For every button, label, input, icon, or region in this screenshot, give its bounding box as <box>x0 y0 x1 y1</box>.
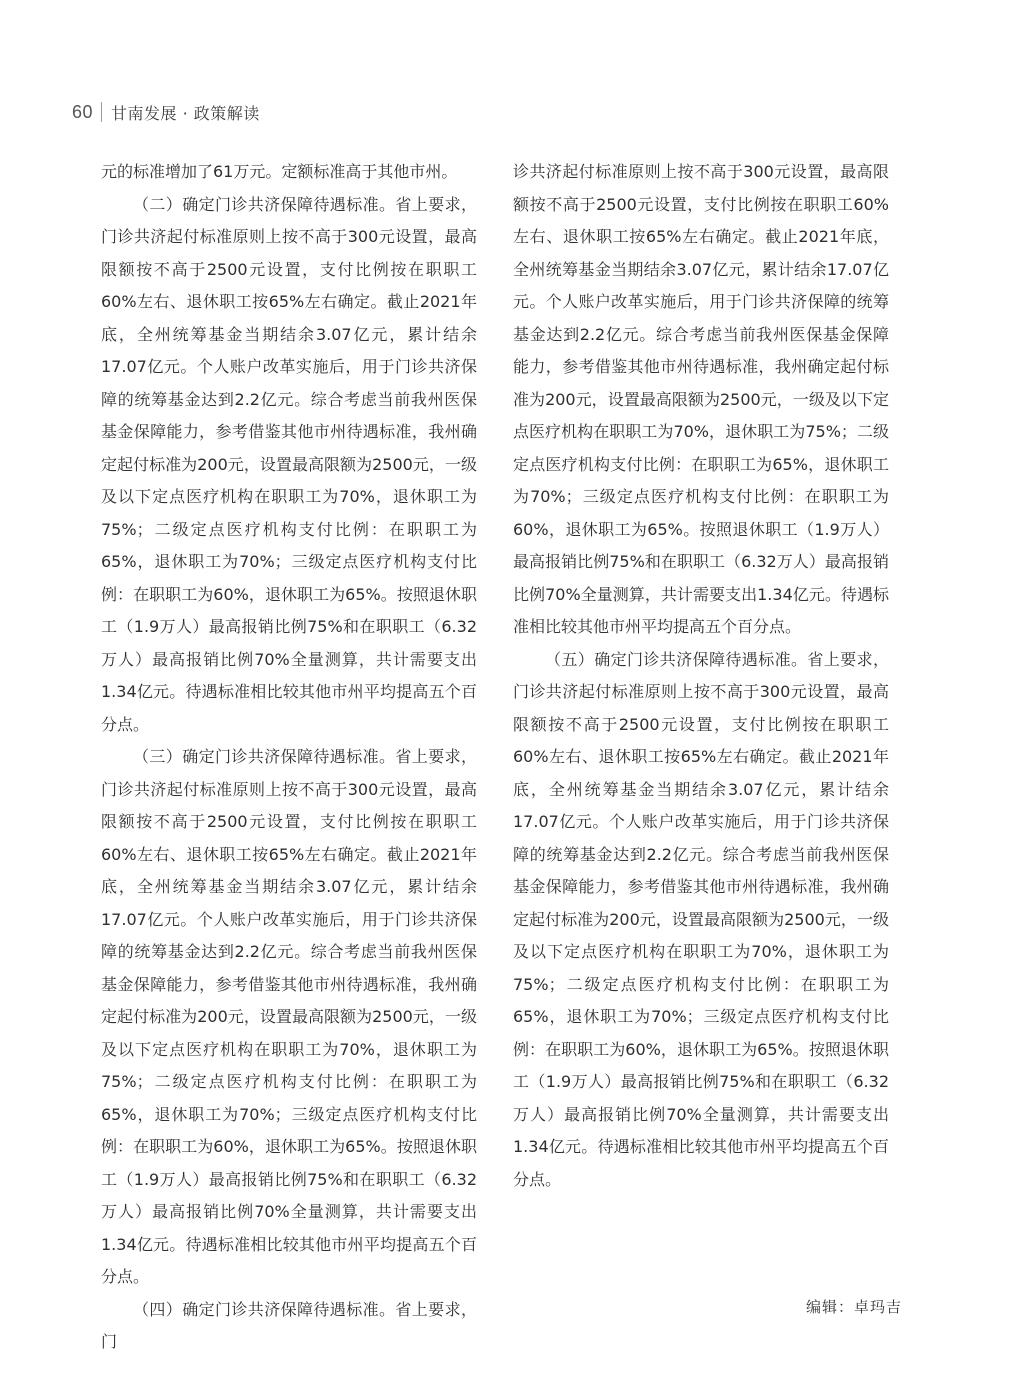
right-column <box>513 156 889 1196</box>
header-divider <box>101 102 102 122</box>
page-number: 60 <box>72 101 94 122</box>
left-column <box>101 156 477 1359</box>
section-title: 甘南发展 · 政策解读 <box>111 103 260 123</box>
editor-credit: 编辑：卓玛吉 <box>806 1298 903 1316</box>
paragraph-continuation: 元的标准增加了61万元。定额标准高于其他市州。 <box>101 162 458 181</box>
paragraph-section-5: （五）确定门诊共济保障待遇标准。省上要求，门诊共济起付标准原则上按不高于300元设置，最高限额按不高于2500元设置，支付比例按在职职工60%左右、退休职工按65%左右确定。截止2021年底，全州统筹基金当期结余3.07亿元，累计结余17.07亿元。个人账户改革实施后，用于门诊共济保障的统筹基金达到2.2亿元。综合考虑当前我州医保基金保障能力，参考借鉴其他市州待遇标准，我州确定起付标准为200元，设置最高限额为2500元，一级及以下定点医疗机构在职职工为70%，退休职工为75%；二级定点医疗机构支付比例：在职职工为65%，退休职工为70%；三级定点医疗机构支付比例：在职职工为60%，退休职工为65%。按照退休职工（1.9万人）最高报销比例75%和在职职工（6.32万人）最高报销比例70%全量测算，共计需要支出1.34亿元。待遇标准相比较其他市州平均提高五个百分点。 <box>513 649 889 1189</box>
page-header <box>72 98 260 126</box>
paragraph-section-2: （二）确定门诊共济保障待遇标准。省上要求，门诊共济起付标准原则上按不高于300元设置，最高限额按不高于2500元设置，支付比例按在职职工60%左右、退休职工按65%左右确定。截止2021年底，全州统筹基金当期结余3.07亿元，累计结余17.07亿元。个人账户改革实施后，用于门诊共济保障的统筹基金达到2.2亿元。综合考虑当前我州医保基金保障能力，参考借鉴其他市州待遇标准，我州确定起付标准为200元，设置最高限额为2500元，一级及以下定点医疗机构在职职工为70%，退休职工为75%；二级定点医疗机构支付比例：在职职工为65%，退休职工为70%；三级定点医疗机构支付比例：在职职工为60%，退休职工为65%。按照退休职工（1.9万人）最高报销比例75%和在职职工（6.32万人）最高报销比例70%全量测算，共计需要支出1.34亿元。待遇标准相比较其他市州平均提高五个百分点。 <box>101 194 477 734</box>
paragraph-section-3: （三）确定门诊共济保障待遇标准。省上要求，门诊共济起付标准原则上按不高于300元设置，最高限额按不高于2500元设置，支付比例按在职职工60%左右、退休职工按65%左右确定。截止2021年底，全州统筹基金当期结余3.07亿元，累计结余17.07亿元。个人账户改革实施后，用于门诊共济保障的统筹基金达到2.2亿元。综合考虑当前我州医保基金保障能力，参考借鉴其他市州待遇标准，我州确定起付标准为200元，设置最高限额为2500元，一级及以下定点医疗机构在职职工为70%，退休职工为75%；二级定点医疗机构支付比例：在职职工为65%，退休职工为70%；三级定点医疗机构支付比例：在职职工为60%，退休职工为65%。按照退休职工（1.9万人）最高报销比例75%和在职职工（6.32万人）最高报销比例70%全量测算，共计需要支出1.34亿元。待遇标准相比较其他市州平均提高五个百分点。 <box>101 747 477 1286</box>
paragraph-section-4-continued: 诊共济起付标准原则上按不高于300元设置，最高限额按不高于2500元设置，支付比例按在职职工60%左右、退休职工按65%左右确定。截止2021年底，全州统筹基金当期结余3.07亿元，累计结余17.07亿元。个人账户改革实施后，用于门诊共济保障的统筹基金达到2.2亿元。综合考虑当前我州医保基金保障能力，参考借鉴其他市州待遇标准，我州确定起付标准为200元，设置最高限额为2500元，一级及以下定点医疗机构在职职工为70%，退休职工为75%；二级定点医疗机构支付比例：在职职工为65%，退休职工为70%；三级定点医疗机构支付比例：在职职工为60%，退休职工为65%。按照退休职工（1.9万人）最高报销比例75%和在职职工（6.32万人）最高报销比例70%全量测算，共计需要支出1.34亿元。待遇标准相比较其他市州平均提高五个百分点。 <box>513 162 889 636</box>
paragraph-section-4-start: （四）确定门诊共济保障待遇标准。省上要求，门 <box>101 1299 477 1351</box>
